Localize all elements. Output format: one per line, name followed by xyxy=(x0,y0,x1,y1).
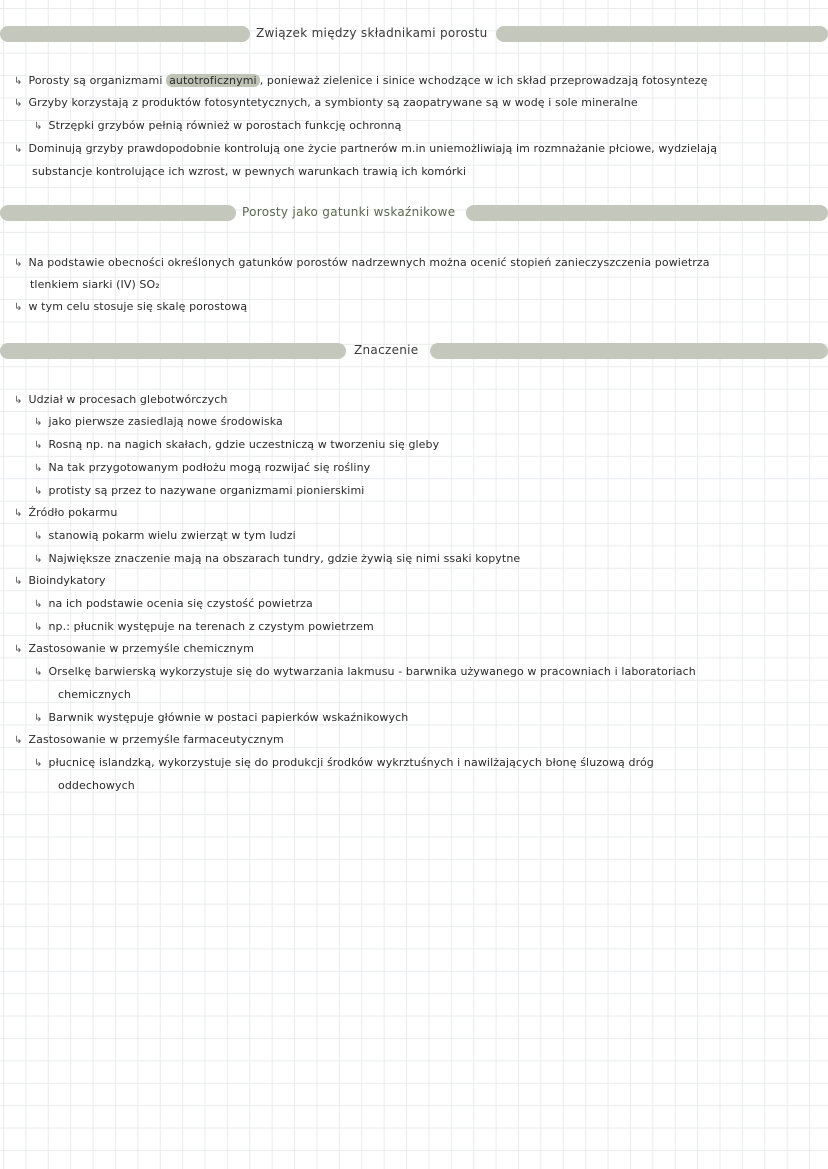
section-title: Znaczenie xyxy=(354,343,419,357)
note-line: ↳ Strzępki grzybów pełnią również w porostach funkcję ochronną xyxy=(34,119,402,132)
note-line: ↳ na ich podstawie ocenia się czystość powietrza xyxy=(34,597,313,610)
arrow-bullet-icon: ↳ xyxy=(34,758,43,769)
note-line: ↳ protisty są przez to nazywane organizmami pionierskimi xyxy=(34,484,365,497)
arrow-bullet-icon: ↳ xyxy=(34,463,43,474)
arrow-bullet-icon: ↳ xyxy=(34,667,43,678)
arrow-bullet-icon: ↳ xyxy=(34,121,43,132)
arrow-bullet-icon: ↳ xyxy=(14,576,23,587)
arrow-bullet-icon: ↳ xyxy=(14,98,23,109)
arrow-bullet-icon: ↳ xyxy=(14,395,23,406)
note-line: ↳ Rosną np. na nagich skałach, gdzie uczestniczą w tworzeniu się gleby xyxy=(34,438,440,451)
arrow-bullet-icon: ↳ xyxy=(34,531,43,542)
note-line: ↳ np.: płucnik występuje na terenach z czystym powietrzem xyxy=(34,620,374,633)
section-header-indicators xyxy=(0,205,828,221)
note-line: ↳ w tym celu stosuje się skalę porostową xyxy=(14,300,248,313)
section-title: Porosty jako gatunki wskaźnikowe xyxy=(242,205,456,219)
section-header-significance xyxy=(0,343,828,359)
arrow-bullet-icon: ↳ xyxy=(14,76,23,87)
note-line: ↳ jako pierwsze zasiedlają nowe środowiska xyxy=(34,415,283,428)
note-line: ↳ Barwnik występuje głównie w postaci papierków wskaźnikowych xyxy=(34,711,409,724)
arrow-bullet-icon: ↳ xyxy=(34,440,43,451)
note-line: ↳ Porosty są organizmami autotroficznymi , ponieważ zielenice i sinice wchodzące w ich skład przeprowadzają fotosyntezę xyxy=(14,74,708,87)
note-line: ↳ Zastosowanie w przemyśle chemicznym xyxy=(14,642,254,655)
note-line: ↳ Grzyby korzystają z produktów fotosyntetycznych, a symbionty są zaopatrywane są w wodę i sole mineralne xyxy=(14,96,638,109)
note-line: ↳ Udział w procesach glebotwórczych xyxy=(14,393,228,406)
arrow-bullet-icon: ↳ xyxy=(14,302,23,313)
arrow-bullet-icon: ↳ xyxy=(14,258,23,269)
note-line: tlenkiem siarki (IV) SO₂ xyxy=(30,278,160,291)
note-line: ↳ Zastosowanie w przemyśle farmaceutycznym xyxy=(14,733,284,746)
note-line: ↳ Dominują grzyby prawdopodobnie kontrolują one życie partnerów m.in uniemożliwiają im rozmnażanie płciowe, wydzielają xyxy=(14,142,718,155)
note-line: ↳ Orselkę barwierską wykorzystuje się do wytwarzania lakmusu - barwnika używanego w pracowniach i laboratoriach xyxy=(34,665,696,678)
arrow-bullet-icon: ↳ xyxy=(34,713,43,724)
note-line: substancje kontrolujące ich wzrost, w pewnych warunkach trawią ich komórki xyxy=(32,165,467,178)
arrow-bullet-icon: ↳ xyxy=(14,508,23,519)
highlight: autotroficznymi xyxy=(166,74,260,87)
note-line: ↳ Bioindykatory xyxy=(14,574,106,587)
note-line: ↳ Źródło pokarmu xyxy=(14,506,118,519)
arrow-bullet-icon: ↳ xyxy=(34,622,43,633)
note-line: chemicznych xyxy=(58,688,131,701)
arrow-bullet-icon: ↳ xyxy=(34,554,43,565)
note-line: ↳ Największe znaczenie mają na obszarach tundry, gdzie żywią się nimi ssaki kopytne xyxy=(34,552,521,565)
arrow-bullet-icon: ↳ xyxy=(34,417,43,428)
section-title: Związek między składnikami porostu xyxy=(256,26,488,40)
arrow-bullet-icon: ↳ xyxy=(34,486,43,497)
arrow-bullet-icon: ↳ xyxy=(14,644,23,655)
note-line: ↳ Na podstawie obecności określonych gatunków porostów nadrzewnych można ocenić stopień zanieczyszczenia powietrza xyxy=(14,256,710,269)
note-line: ↳ płucnicę islandzką, wykorzystuje się do produkcji środków wykrztuśnych i nawilżających błonę śluzową dróg xyxy=(34,756,654,769)
note-line: ↳ stanowią pokarm wielu zwierząt w tym ludzi xyxy=(34,529,296,542)
arrow-bullet-icon: ↳ xyxy=(14,735,23,746)
arrow-bullet-icon: ↳ xyxy=(14,144,23,155)
arrow-bullet-icon: ↳ xyxy=(34,599,43,610)
note-line: oddechowych xyxy=(58,779,135,792)
note-line: ↳ Na tak przygotowanym podłożu mogą rozwijać się rośliny xyxy=(34,461,371,474)
section-header-relations xyxy=(0,26,828,42)
